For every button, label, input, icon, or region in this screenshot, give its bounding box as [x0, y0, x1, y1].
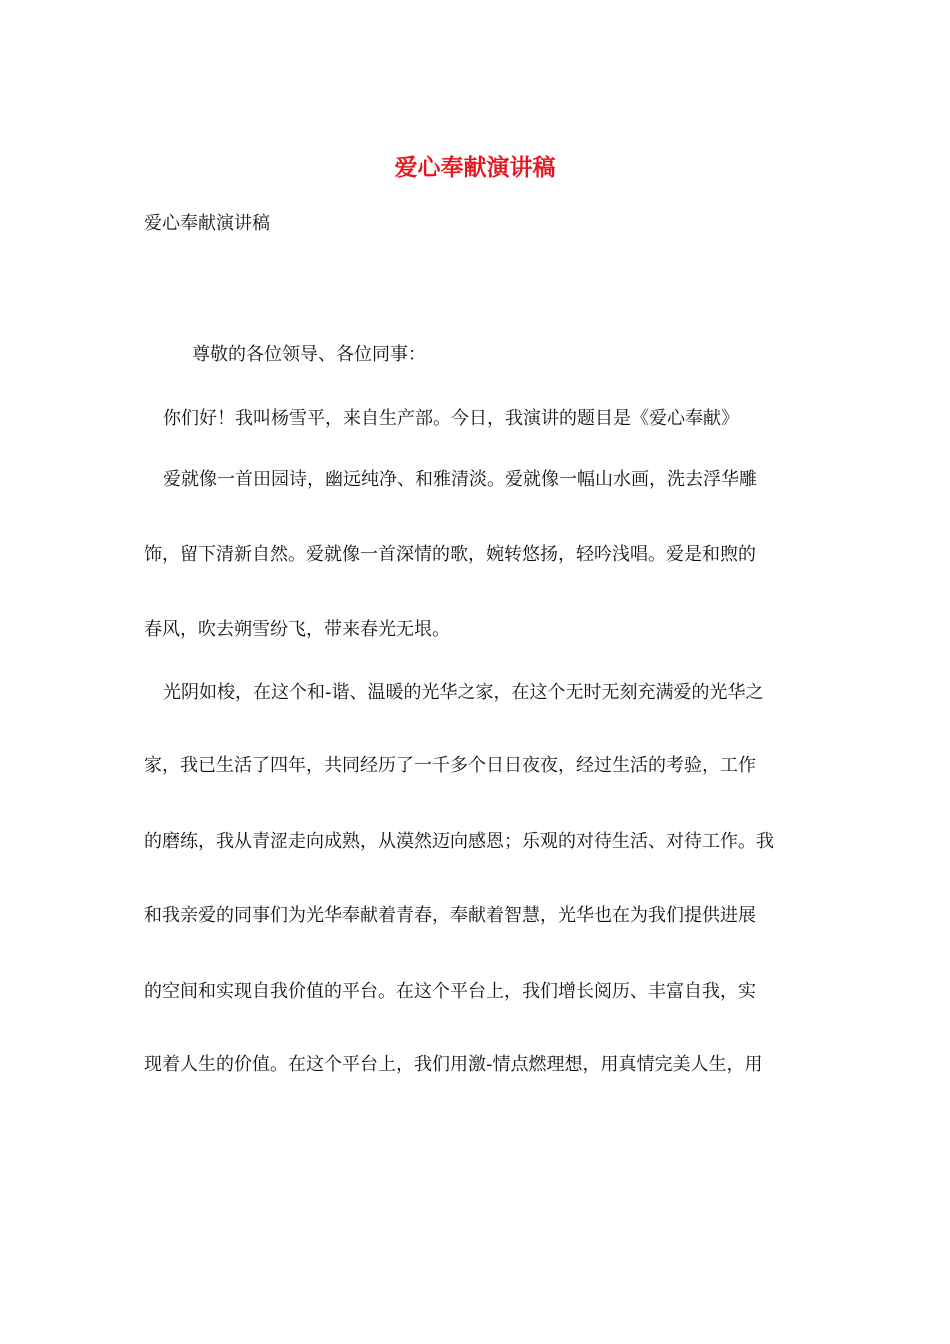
document-subtitle: 爱心奉献演讲稿 [144, 213, 270, 234]
body-line: 饰，留下清新自然。爱就像一首深情的歌，婉转悠扬，轻吟浅唱。爱是和煦的 [144, 544, 756, 565]
document-title: 爱心奉献演讲稿 [394, 154, 556, 181]
body-line: 光阴如梭，在这个和-谐、温暖的光华之家，在这个无时无刻充满爱的光华之 [163, 682, 764, 703]
body-line: 家，我已生活了四年，共同经历了一千多个日日夜夜，经过生活的考验，工作 [144, 755, 756, 776]
body-line: 你们好！我叫杨雪平，来自生产部。今日，我演讲的题目是《爱心奉献》 [163, 408, 739, 429]
body-line: 和我亲爱的同事们为光华奉献着青春，奉献着智慧，光华也在为我们提供进展 [144, 905, 756, 926]
body-line: 的空间和实现自我价值的平台。在这个平台上，我们增长阅历、丰富自我，实 [144, 981, 756, 1002]
greeting-line: 尊敬的各位领导、各位同事： [192, 344, 426, 365]
body-line: 爱就像一首田园诗，幽远纯净、和雅清淡。爱就像一幅山水画，洗去浮华雕 [163, 469, 757, 490]
body-line: 春风，吹去朔雪纷飞，带来春光无垠。 [144, 619, 450, 640]
body-line: 的磨练，我从青涩走向成熟，从漠然迈向感恩；乐观的对待生活、对待工作。我 [144, 831, 774, 852]
body-line: 现着人生的价值。在这个平台上，我们用激-情点燃理想，用真情完美人生，用 [144, 1054, 763, 1075]
